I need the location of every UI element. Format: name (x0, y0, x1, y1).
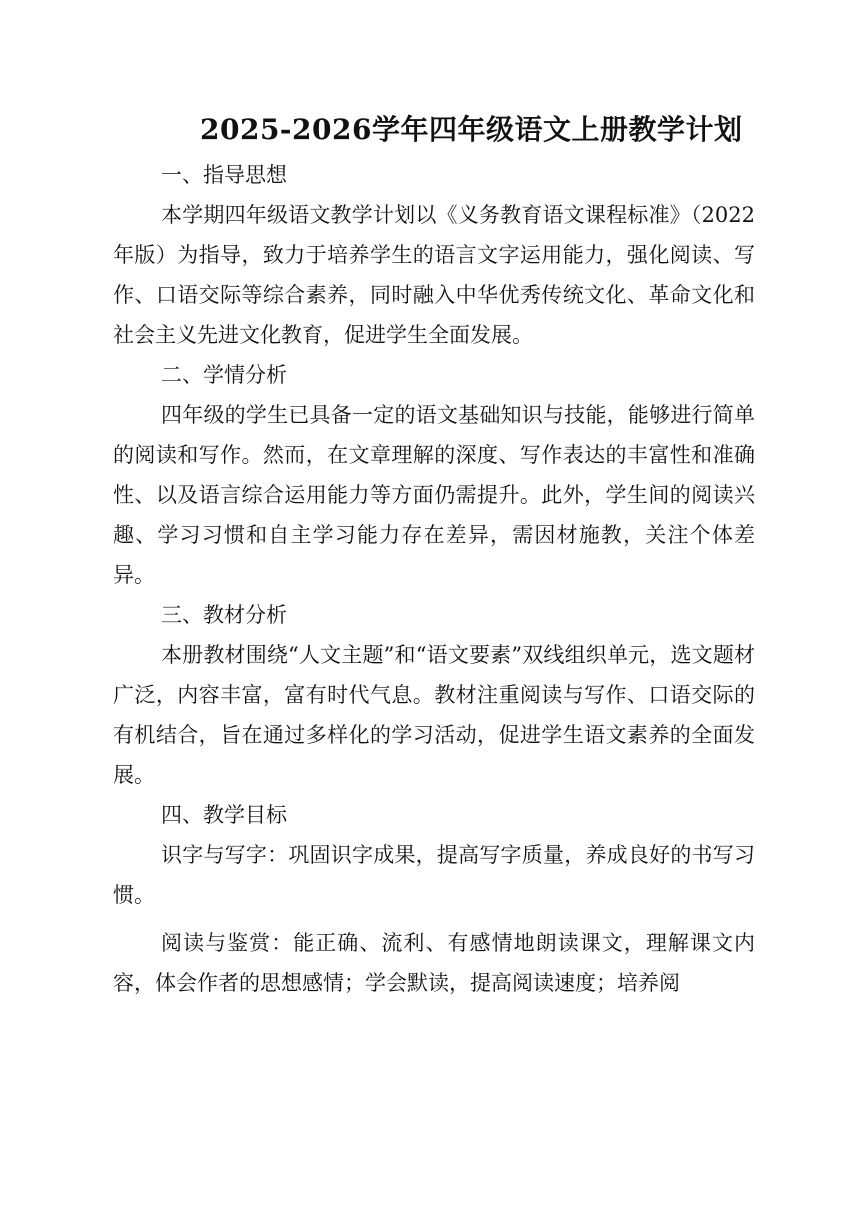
paragraph: 四年级的学生已具备一定的语文基础知识与技能，能够进行简单的阅读和写作。然而，在文章理解的深度、写作表达的丰富性和准确性、以及语言综合运用能力等方面仍需提升。此外，学生间的阅读兴趣、学习习惯和自主学习能力存在差异，需因材施教，关注个体差异。 (113, 403, 755, 587)
paragraph: 识字与写字：巩固识字成果，提高写字质量，养成良好的书写习惯。 (113, 843, 755, 907)
section-heading: 一、指导思想 (161, 163, 287, 187)
section-heading: 三、教材分析 (161, 603, 287, 627)
section-heading: 四、教学目标 (161, 803, 287, 827)
paragraph: 本学期四年级语文教学计划以《义务教育语文课程标准》（2022年版）为指导，致力于培养学生的语言文字运用能力，强化阅读、写作、口语交际等综合素养，同时融入中华优秀传统文化、革命文化和社会主义先进文化教育，促进学生全面发展。 (113, 203, 755, 347)
document-body (113, 155, 755, 1003)
section-heading: 二、学情分析 (161, 363, 287, 387)
paragraph: 本册教材围绕“人文主题”和“语文要素”双线组织单元，选文题材广泛，内容丰富，富有时代气息。教材注重阅读与写作、口语交际的有机结合，旨在通过多样化的学习活动，促进学生语文素养的全面发展。 (113, 643, 755, 787)
document-title: 2025-2026学年四年级语文上册教学计划 (200, 113, 743, 146)
paragraph: 阅读与鉴赏：能正确、流利、有感情地朗读课文，理解课文内容，体会作者的思想感情；学会默读，提高阅读速度；培养阅 (113, 931, 755, 995)
